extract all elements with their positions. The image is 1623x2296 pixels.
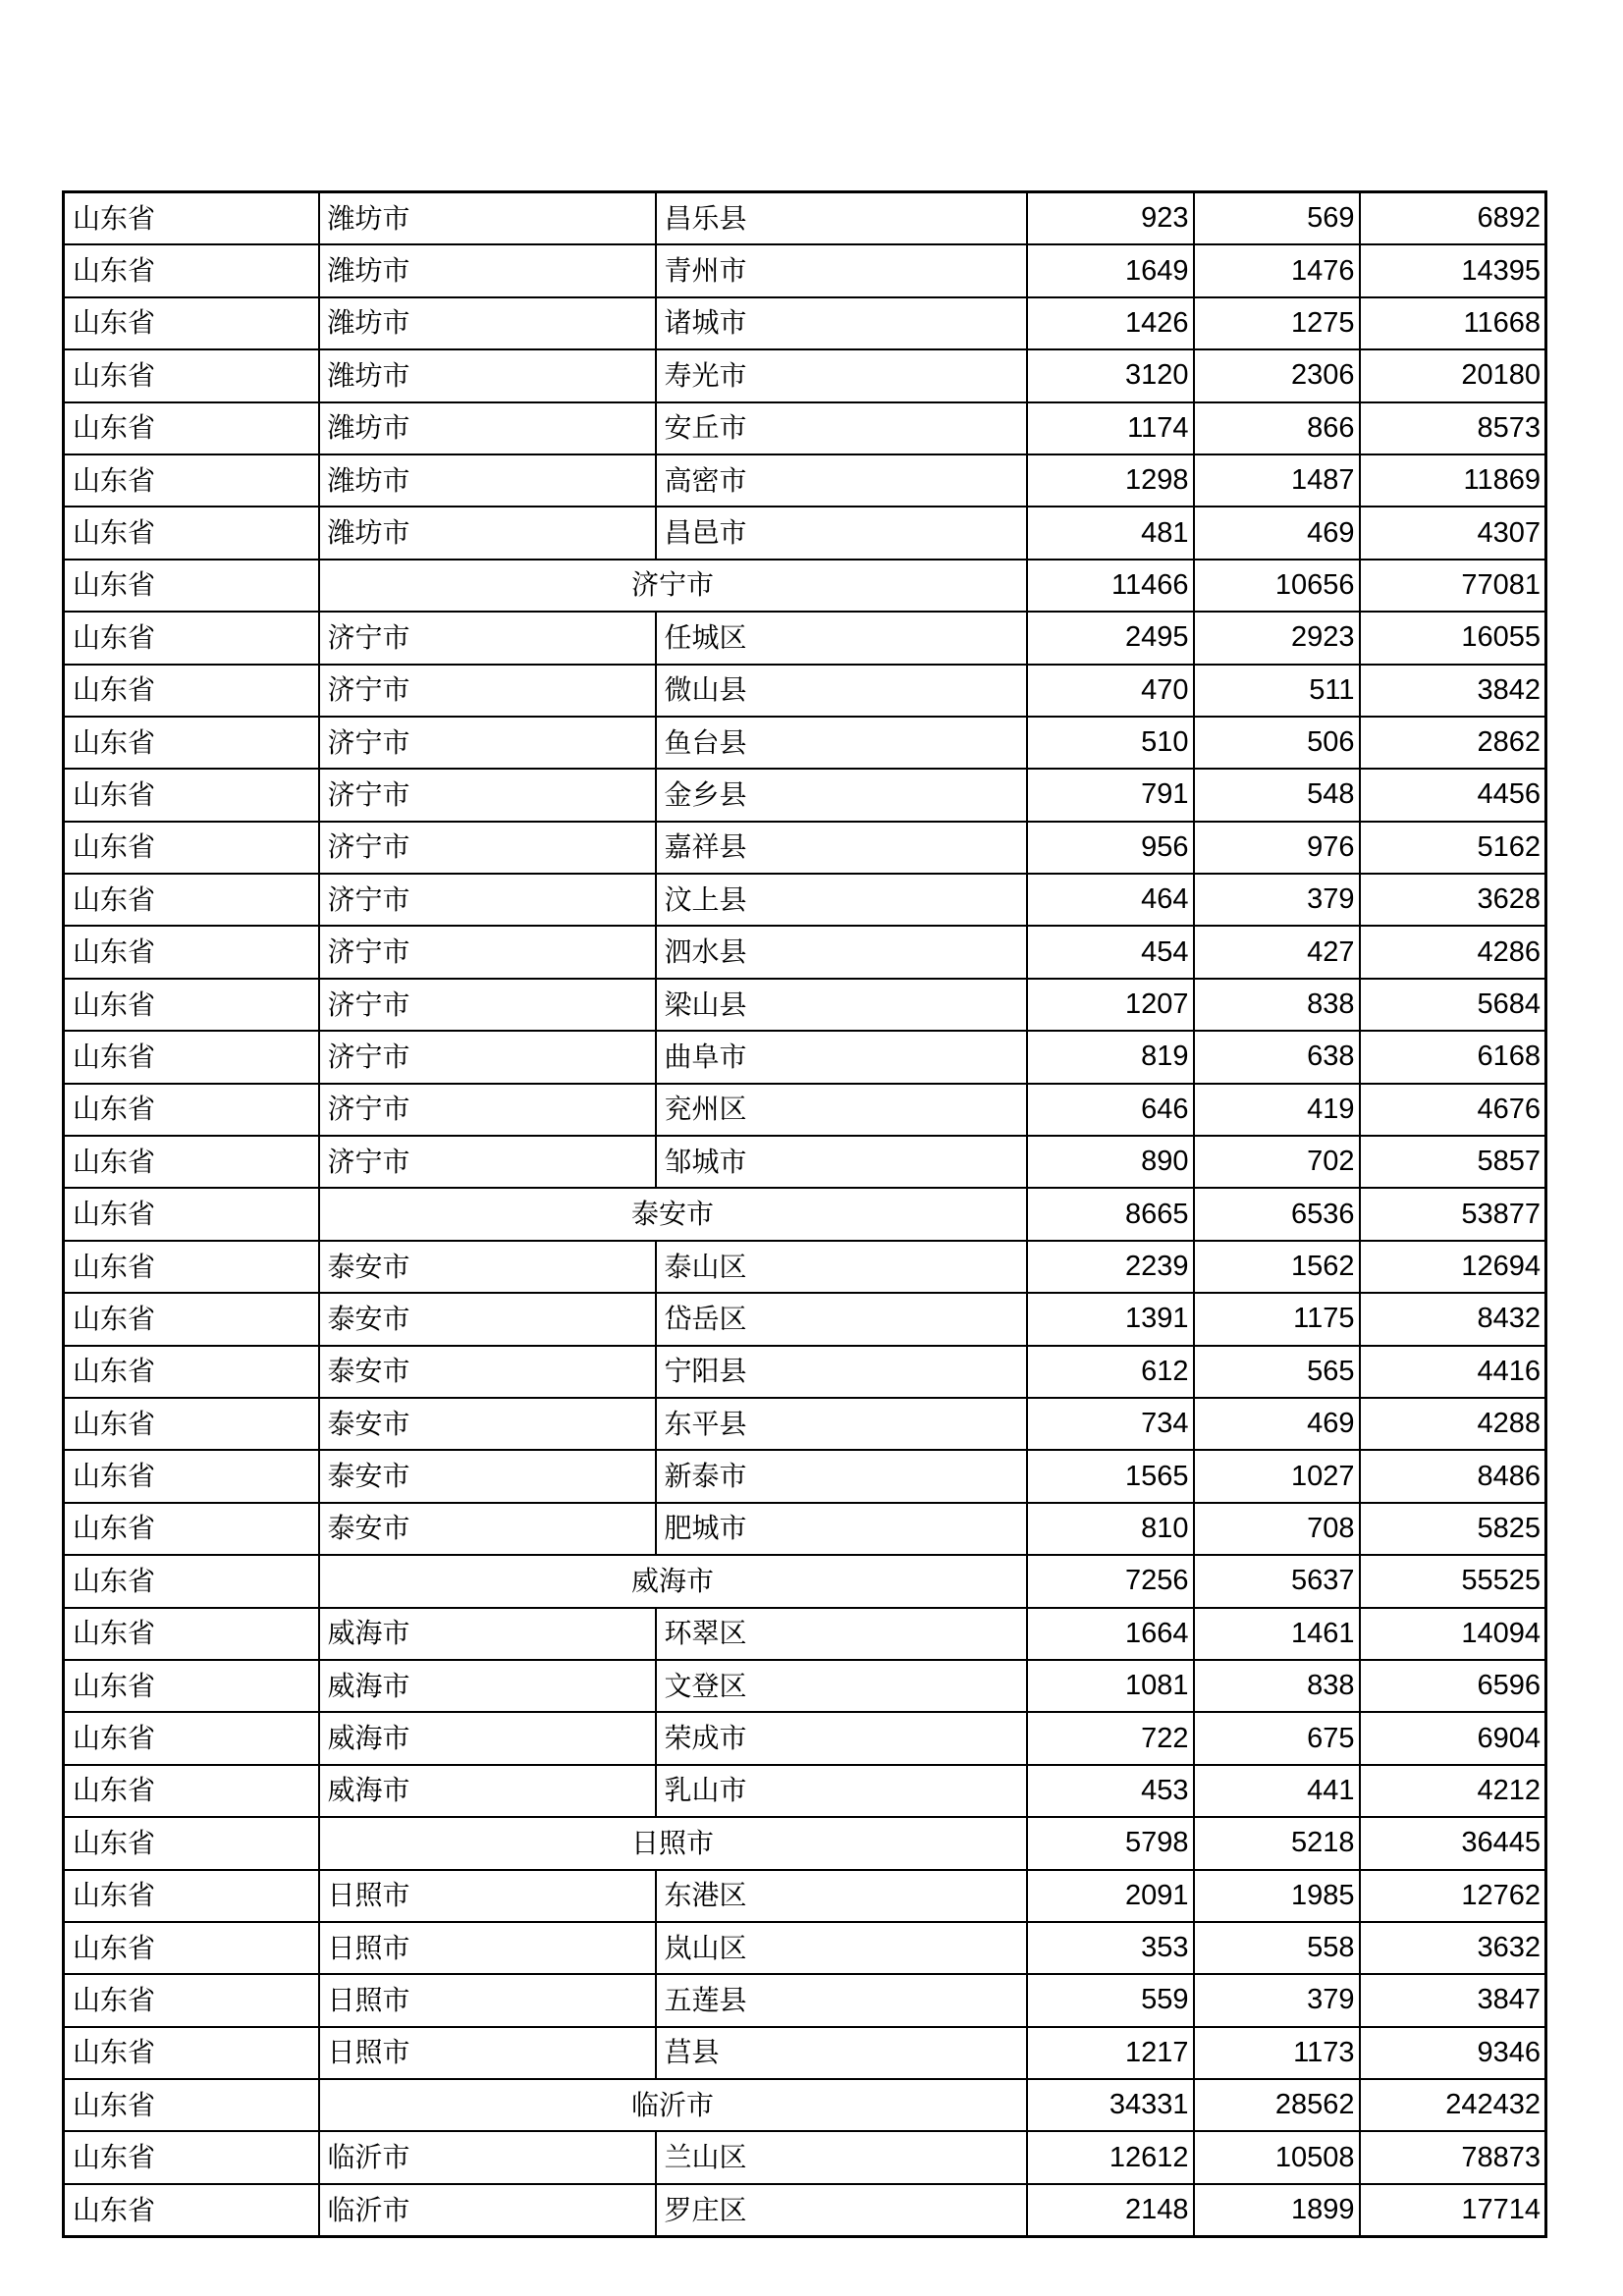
province-cell: 山东省: [64, 1660, 319, 1712]
county-cell: 微山县: [656, 665, 1027, 717]
value-cell-1: 1649: [1027, 244, 1194, 296]
value-cell-1: 1081: [1027, 1660, 1194, 1712]
value-cell-3: 6596: [1360, 1660, 1546, 1712]
table-row: [64, 1922, 1546, 1974]
value-cell-3: 4288: [1360, 1398, 1546, 1450]
value-cell-3: 14094: [1360, 1608, 1546, 1660]
province-cell: 山东省: [64, 1712, 319, 1764]
value-cell-3: 14395: [1360, 244, 1546, 296]
value-cell-2: 28562: [1194, 2079, 1360, 2131]
table-row: [64, 1450, 1546, 1502]
value-cell-2: 2306: [1194, 349, 1360, 401]
province-cell: 山东省: [64, 507, 319, 559]
value-cell-2: 419: [1194, 1084, 1360, 1136]
county-cell: 岚山区: [656, 1922, 1027, 1974]
value-cell-2: 10508: [1194, 2131, 1360, 2183]
value-cell-3: 6168: [1360, 1031, 1546, 1083]
county-cell: 曲阜市: [656, 1031, 1027, 1083]
subtotal-row: [64, 1817, 1546, 1869]
value-cell-1: 1426: [1027, 297, 1194, 349]
value-cell-1: 890: [1027, 1136, 1194, 1188]
province-cell: 山东省: [64, 1293, 319, 1345]
county-cell: 鱼台县: [656, 717, 1027, 769]
subtotal-row: [64, 1188, 1546, 1240]
city-cell: 潍坊市: [319, 507, 656, 559]
value-cell-1: 1174: [1027, 402, 1194, 454]
value-cell-2: 675: [1194, 1712, 1360, 1764]
county-cell: 荣成市: [656, 1712, 1027, 1764]
value-cell-1: 956: [1027, 822, 1194, 874]
city-cell: 济宁市: [319, 769, 656, 821]
value-cell-3: 17714: [1360, 2184, 1546, 2237]
value-cell-1: 1391: [1027, 1293, 1194, 1345]
value-cell-2: 469: [1194, 1398, 1360, 1450]
value-cell-1: 2239: [1027, 1241, 1194, 1293]
value-cell-1: 481: [1027, 507, 1194, 559]
table-row: [64, 1660, 1546, 1712]
province-cell: 山东省: [64, 717, 319, 769]
city-cell: 威海市: [319, 1608, 656, 1660]
city-cell: 威海市: [319, 1712, 656, 1764]
province-cell: 山东省: [64, 297, 319, 349]
city-cell: 潍坊市: [319, 402, 656, 454]
city-cell: 威海市: [319, 1765, 656, 1817]
value-cell-2: 565: [1194, 1346, 1360, 1398]
table-row: [64, 507, 1546, 559]
value-cell-1: 559: [1027, 1974, 1194, 2026]
value-cell-2: 379: [1194, 1974, 1360, 2026]
value-cell-1: 2495: [1027, 612, 1194, 664]
city-cell: 济宁市: [319, 1084, 656, 1136]
value-cell-3: 11869: [1360, 454, 1546, 507]
value-cell-1: 5798: [1027, 1817, 1194, 1869]
table-row: [64, 2131, 1546, 2183]
value-cell-2: 1027: [1194, 1450, 1360, 1502]
table-row: [64, 1031, 1546, 1083]
county-cell: 汶上县: [656, 874, 1027, 926]
province-cell: 山东省: [64, 1817, 319, 1869]
table-row: [64, 1974, 1546, 2026]
city-cell: 威海市: [319, 1660, 656, 1712]
city-cell: 济宁市: [319, 979, 656, 1031]
county-cell: 安丘市: [656, 402, 1027, 454]
value-cell-1: 722: [1027, 1712, 1194, 1764]
province-cell: 山东省: [64, 612, 319, 664]
table-row: [64, 1346, 1546, 1398]
table-row: [64, 2027, 1546, 2079]
county-cell: 文登区: [656, 1660, 1027, 1712]
city-cell: 临沂市: [319, 2131, 656, 2183]
value-cell-3: 11668: [1360, 297, 1546, 349]
value-cell-1: 1207: [1027, 979, 1194, 1031]
value-cell-3: 16055: [1360, 612, 1546, 664]
value-cell-3: 8573: [1360, 402, 1546, 454]
city-cell: 潍坊市: [319, 297, 656, 349]
table-row: [64, 979, 1546, 1031]
province-cell: 山东省: [64, 1241, 319, 1293]
value-cell-2: 638: [1194, 1031, 1360, 1083]
value-cell-1: 11466: [1027, 560, 1194, 612]
city-cell: 日照市: [319, 1870, 656, 1922]
value-cell-2: 511: [1194, 665, 1360, 717]
value-cell-1: 612: [1027, 1346, 1194, 1398]
city-cell: 日照市: [319, 2027, 656, 2079]
province-cell: 山东省: [64, 2079, 319, 2131]
value-cell-3: 5825: [1360, 1503, 1546, 1555]
value-cell-3: 4212: [1360, 1765, 1546, 1817]
value-cell-1: 1565: [1027, 1450, 1194, 1502]
city-cell: 济宁市: [319, 874, 656, 926]
city-subtotal-cell: 临沂市: [319, 2079, 1027, 2131]
table-row: [64, 1241, 1546, 1293]
value-cell-2: 1461: [1194, 1608, 1360, 1660]
value-cell-3: 36445: [1360, 1817, 1546, 1869]
province-cell: 山东省: [64, 2184, 319, 2237]
city-cell: 济宁市: [319, 612, 656, 664]
province-cell: 山东省: [64, 979, 319, 1031]
value-cell-1: 12612: [1027, 2131, 1194, 2183]
province-cell: 山东省: [64, 665, 319, 717]
value-cell-3: 3842: [1360, 665, 1546, 717]
county-cell: 岱岳区: [656, 1293, 1027, 1345]
value-cell-1: 791: [1027, 769, 1194, 821]
city-cell: 潍坊市: [319, 244, 656, 296]
table-row: [64, 349, 1546, 401]
value-cell-3: 3628: [1360, 874, 1546, 926]
value-cell-1: 464: [1027, 874, 1194, 926]
value-cell-2: 548: [1194, 769, 1360, 821]
province-cell: 山东省: [64, 1608, 319, 1660]
table-row: [64, 1765, 1546, 1817]
province-cell: 山东省: [64, 769, 319, 821]
value-cell-2: 866: [1194, 402, 1360, 454]
province-cell: 山东省: [64, 560, 319, 612]
value-cell-2: 1487: [1194, 454, 1360, 507]
table-row: [64, 2184, 1546, 2237]
province-cell: 山东省: [64, 349, 319, 401]
county-cell: 环翠区: [656, 1608, 1027, 1660]
table-row: [64, 612, 1546, 664]
value-cell-2: 10656: [1194, 560, 1360, 612]
province-cell: 山东省: [64, 1398, 319, 1450]
value-cell-1: 1664: [1027, 1608, 1194, 1660]
value-cell-3: 12694: [1360, 1241, 1546, 1293]
value-cell-3: 4286: [1360, 926, 1546, 978]
value-cell-1: 34331: [1027, 2079, 1194, 2131]
province-cell: 山东省: [64, 874, 319, 926]
province-cell: 山东省: [64, 402, 319, 454]
value-cell-2: 838: [1194, 1660, 1360, 1712]
value-cell-1: 453: [1027, 1765, 1194, 1817]
value-cell-2: 469: [1194, 507, 1360, 559]
table-row: [64, 192, 1546, 245]
county-cell: 泗水县: [656, 926, 1027, 978]
value-cell-3: 5857: [1360, 1136, 1546, 1188]
province-cell: 山东省: [64, 2131, 319, 2183]
value-cell-3: 3632: [1360, 1922, 1546, 1974]
province-cell: 山东省: [64, 822, 319, 874]
county-cell: 昌邑市: [656, 507, 1027, 559]
county-cell: 青州市: [656, 244, 1027, 296]
city-cell: 潍坊市: [319, 192, 656, 245]
city-cell: 济宁市: [319, 926, 656, 978]
province-cell: 山东省: [64, 1765, 319, 1817]
city-cell: 泰安市: [319, 1450, 656, 1502]
table-row: [64, 926, 1546, 978]
county-cell: 高密市: [656, 454, 1027, 507]
value-cell-3: 4307: [1360, 507, 1546, 559]
table-row: [64, 717, 1546, 769]
value-cell-2: 838: [1194, 979, 1360, 1031]
table-row: [64, 402, 1546, 454]
city-cell: 泰安市: [319, 1241, 656, 1293]
value-cell-1: 510: [1027, 717, 1194, 769]
value-cell-2: 5637: [1194, 1555, 1360, 1607]
value-cell-1: 7256: [1027, 1555, 1194, 1607]
value-cell-2: 1985: [1194, 1870, 1360, 1922]
value-cell-1: 470: [1027, 665, 1194, 717]
county-cell: 昌乐县: [656, 192, 1027, 245]
county-cell: 罗庄区: [656, 2184, 1027, 2237]
value-cell-3: 242432: [1360, 2079, 1546, 2131]
city-cell: 泰安市: [319, 1346, 656, 1398]
city-subtotal-cell: 泰安市: [319, 1188, 1027, 1240]
province-cell: 山东省: [64, 926, 319, 978]
city-cell: 日照市: [319, 1974, 656, 2026]
subtotal-row: [64, 560, 1546, 612]
value-cell-2: 379: [1194, 874, 1360, 926]
table-body: [64, 192, 1546, 2237]
city-cell: 济宁市: [319, 717, 656, 769]
value-cell-1: 819: [1027, 1031, 1194, 1083]
county-cell: 东平县: [656, 1398, 1027, 1450]
table-row: [64, 665, 1546, 717]
value-cell-3: 4456: [1360, 769, 1546, 821]
province-cell: 山东省: [64, 1346, 319, 1398]
value-cell-3: 4416: [1360, 1346, 1546, 1398]
county-cell: 任城区: [656, 612, 1027, 664]
table-row: [64, 769, 1546, 821]
value-cell-3: 6904: [1360, 1712, 1546, 1764]
table-row: [64, 822, 1546, 874]
county-cell: 东港区: [656, 1870, 1027, 1922]
value-cell-2: 702: [1194, 1136, 1360, 1188]
value-cell-1: 8665: [1027, 1188, 1194, 1240]
province-cell: 山东省: [64, 1136, 319, 1188]
value-cell-3: 2862: [1360, 717, 1546, 769]
table-row: [64, 454, 1546, 507]
province-cell: 山东省: [64, 454, 319, 507]
city-cell: 日照市: [319, 1922, 656, 1974]
county-cell: 梁山县: [656, 979, 1027, 1031]
value-cell-3: 8432: [1360, 1293, 1546, 1345]
city-subtotal-cell: 济宁市: [319, 560, 1027, 612]
value-cell-2: 1173: [1194, 2027, 1360, 2079]
city-cell: 临沂市: [319, 2184, 656, 2237]
value-cell-2: 558: [1194, 1922, 1360, 1974]
table-row: [64, 1293, 1546, 1345]
value-cell-3: 77081: [1360, 560, 1546, 612]
province-cell: 山东省: [64, 1870, 319, 1922]
county-cell: 乳山市: [656, 1765, 1027, 1817]
subtotal-row: [64, 2079, 1546, 2131]
value-cell-1: 454: [1027, 926, 1194, 978]
value-cell-2: 708: [1194, 1503, 1360, 1555]
subtotal-row: [64, 1555, 1546, 1607]
value-cell-2: 569: [1194, 192, 1360, 245]
county-cell: 泰山区: [656, 1241, 1027, 1293]
province-cell: 山东省: [64, 244, 319, 296]
county-cell: 肥城市: [656, 1503, 1027, 1555]
value-cell-2: 1562: [1194, 1241, 1360, 1293]
county-cell: 五莲县: [656, 1974, 1027, 2026]
value-cell-2: 5218: [1194, 1817, 1360, 1869]
county-cell: 兖州区: [656, 1084, 1027, 1136]
value-cell-3: 5162: [1360, 822, 1546, 874]
value-cell-2: 2923: [1194, 612, 1360, 664]
county-cell: 寿光市: [656, 349, 1027, 401]
province-cell: 山东省: [64, 1188, 319, 1240]
county-cell: 诸城市: [656, 297, 1027, 349]
value-cell-3: 55525: [1360, 1555, 1546, 1607]
value-cell-2: 1175: [1194, 1293, 1360, 1345]
value-cell-2: 976: [1194, 822, 1360, 874]
value-cell-3: 53877: [1360, 1188, 1546, 1240]
city-cell: 济宁市: [319, 665, 656, 717]
table-row: [64, 1398, 1546, 1450]
value-cell-3: 8486: [1360, 1450, 1546, 1502]
county-cell: 金乡县: [656, 769, 1027, 821]
value-cell-1: 353: [1027, 1922, 1194, 1974]
value-cell-3: 3847: [1360, 1974, 1546, 2026]
city-cell: 潍坊市: [319, 349, 656, 401]
value-cell-2: 441: [1194, 1765, 1360, 1817]
city-cell: 泰安市: [319, 1398, 656, 1450]
county-cell: 莒县: [656, 2027, 1027, 2079]
value-cell-1: 2148: [1027, 2184, 1194, 2237]
city-cell: 泰安市: [319, 1503, 656, 1555]
value-cell-1: 1217: [1027, 2027, 1194, 2079]
province-cell: 山东省: [64, 192, 319, 245]
value-cell-1: 923: [1027, 192, 1194, 245]
value-cell-2: 1476: [1194, 244, 1360, 296]
county-cell: 嘉祥县: [656, 822, 1027, 874]
data-table: [62, 190, 1547, 2238]
table-row: [64, 1084, 1546, 1136]
province-cell: 山东省: [64, 2027, 319, 2079]
county-cell: 宁阳县: [656, 1346, 1027, 1398]
city-cell: 泰安市: [319, 1293, 656, 1345]
table-row: [64, 1503, 1546, 1555]
city-subtotal-cell: 威海市: [319, 1555, 1027, 1607]
value-cell-3: 78873: [1360, 2131, 1546, 2183]
city-cell: 济宁市: [319, 822, 656, 874]
table-row: [64, 297, 1546, 349]
value-cell-3: 12762: [1360, 1870, 1546, 1922]
province-cell: 山东省: [64, 1031, 319, 1083]
province-cell: 山东省: [64, 1503, 319, 1555]
province-cell: 山东省: [64, 1084, 319, 1136]
county-cell: 兰山区: [656, 2131, 1027, 2183]
value-cell-3: 4676: [1360, 1084, 1546, 1136]
county-cell: 新泰市: [656, 1450, 1027, 1502]
value-cell-2: 506: [1194, 717, 1360, 769]
value-cell-2: 1275: [1194, 297, 1360, 349]
table-row: [64, 244, 1546, 296]
table-row: [64, 1870, 1546, 1922]
value-cell-2: 427: [1194, 926, 1360, 978]
city-cell: 潍坊市: [319, 454, 656, 507]
value-cell-1: 2091: [1027, 1870, 1194, 1922]
table-row: [64, 1136, 1546, 1188]
value-cell-3: 5684: [1360, 979, 1546, 1031]
city-cell: 济宁市: [319, 1136, 656, 1188]
table-row: [64, 874, 1546, 926]
province-cell: 山东省: [64, 1450, 319, 1502]
value-cell-1: 1298: [1027, 454, 1194, 507]
value-cell-3: 6892: [1360, 192, 1546, 245]
province-cell: 山东省: [64, 1974, 319, 2026]
city-cell: 济宁市: [319, 1031, 656, 1083]
value-cell-2: 1899: [1194, 2184, 1360, 2237]
value-cell-2: 6536: [1194, 1188, 1360, 1240]
table-row: [64, 1712, 1546, 1764]
value-cell-1: 734: [1027, 1398, 1194, 1450]
value-cell-1: 3120: [1027, 349, 1194, 401]
city-subtotal-cell: 日照市: [319, 1817, 1027, 1869]
province-cell: 山东省: [64, 1555, 319, 1607]
province-cell: 山东省: [64, 1922, 319, 1974]
value-cell-3: 9346: [1360, 2027, 1546, 2079]
county-cell: 邹城市: [656, 1136, 1027, 1188]
value-cell-1: 810: [1027, 1503, 1194, 1555]
value-cell-1: 646: [1027, 1084, 1194, 1136]
table-row: [64, 1608, 1546, 1660]
value-cell-3: 20180: [1360, 349, 1546, 401]
